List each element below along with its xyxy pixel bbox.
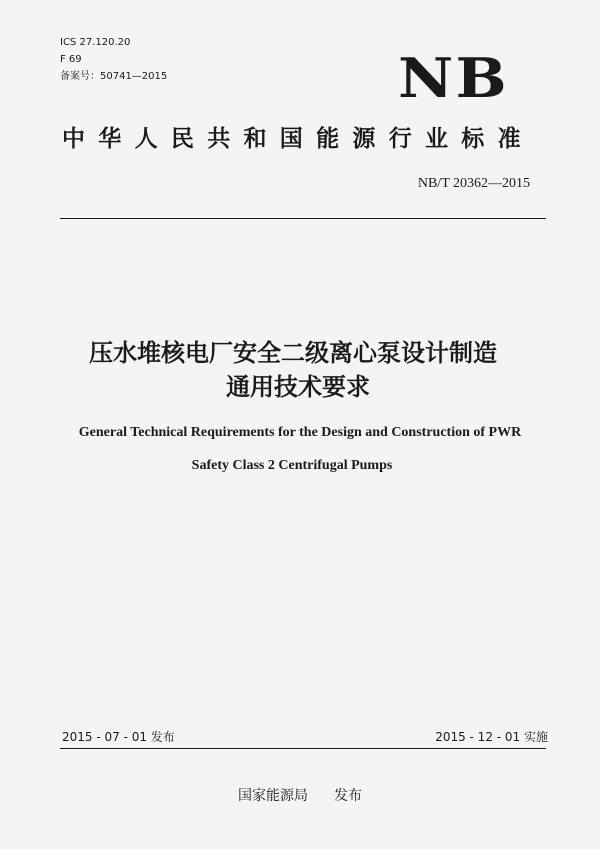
standard-number: NB/T 20362—2015 [417, 176, 530, 191]
issuer-line [0, 788, 600, 804]
issuer-name: 国家能源局 [238, 788, 308, 804]
nb-logo: NB [398, 46, 509, 110]
english-title-line-1: General Technical Requirements for the Design and Construction of PWR [78, 425, 522, 440]
chinese-title-line-1: 压水堆核电厂安全二级离心泵设计制造 [89, 339, 497, 367]
bottom-divider [60, 748, 546, 749]
classification-block [60, 34, 167, 85]
chinese-title [0, 336, 600, 404]
english-title-line-2: Safety Class 2 Centrifugal Pumps [191, 458, 393, 473]
category-code: F 69 [60, 54, 82, 65]
implementation-date: 2015 - 12 - 01 实施 [435, 730, 548, 744]
ics-code: ICS 27.120.20 [60, 37, 131, 48]
issuer-action: 发布 [334, 788, 362, 804]
record-number: 备案号：50741—2015 [60, 71, 168, 82]
top-divider [60, 218, 546, 219]
chinese-title-line-2: 通用技术要求 [226, 373, 370, 401]
standard-type-title: 中华人民共和国能源行业标准 [62, 126, 534, 152]
publish-date: 2015 - 07 - 01 发布 [62, 730, 175, 744]
